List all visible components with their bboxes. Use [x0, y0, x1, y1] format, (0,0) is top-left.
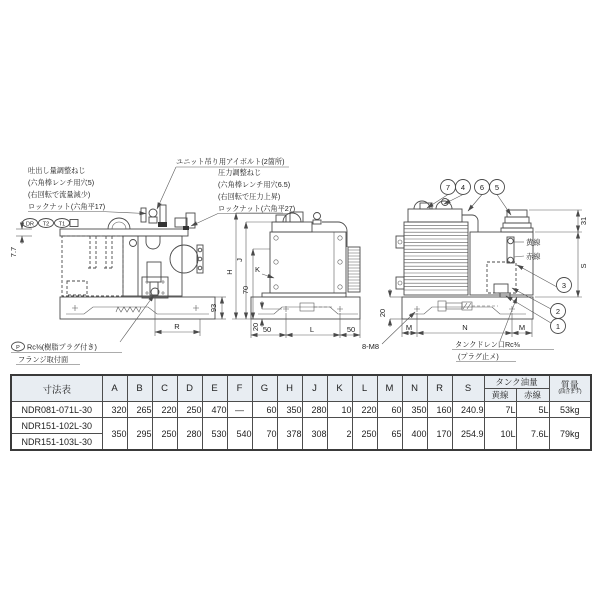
balloon-3: 3	[561, 281, 567, 290]
flange-face-label: フランジ取付面	[18, 355, 69, 364]
suction-pipes	[88, 236, 114, 268]
col-e: E	[202, 375, 227, 402]
dim-rear-20	[378, 289, 402, 327]
model-name: NDR151-102L-30	[11, 418, 102, 434]
base-plate-front	[251, 297, 360, 319]
pressure-adjust-screw	[160, 205, 166, 223]
base-plate-side	[60, 297, 215, 319]
rear-view	[378, 180, 588, 362]
top-fittings	[108, 205, 195, 230]
port-flange	[170, 245, 203, 273]
dim-m1-label: M	[405, 323, 413, 332]
discharge-line4: ロックナット(六角平17)	[28, 202, 106, 211]
balloon-7: 7	[445, 183, 451, 192]
port-labels	[23, 219, 79, 228]
dim-n-label: N	[462, 323, 468, 332]
p-port-label: P	[16, 345, 20, 351]
mass-note: (油含まず)	[558, 389, 582, 396]
dim-31-label: 31	[579, 216, 588, 226]
callout-p-port	[11, 295, 154, 365]
col-m: M	[377, 375, 402, 402]
col-r: R	[427, 375, 452, 402]
col-mass	[549, 375, 591, 402]
dim-m-n-m	[402, 313, 532, 337]
pressure-line3: (右回転で圧力上昇)	[218, 192, 281, 201]
eyebolt-label: ユニット吊り用アイボルト(2箇所)	[176, 157, 285, 166]
col-d: D	[177, 375, 202, 402]
dim-50-l-50	[251, 313, 360, 338]
yellow-line-label: 黄線	[526, 238, 541, 247]
dim-r-label: R	[174, 322, 180, 331]
discharge-line1: 吐出し量調整ねじ	[28, 166, 86, 175]
col-tank-yellow: 黄線	[484, 389, 516, 402]
cooler-fins-front	[348, 247, 360, 292]
col-tank-oil: タンク油量	[484, 375, 549, 389]
pressure-line2: (六角棒レンチ用穴6.5)	[218, 180, 291, 189]
dim-l-label: L	[309, 325, 315, 334]
port-t1: T1	[58, 221, 66, 228]
dim-20-label: 20	[251, 322, 260, 332]
dim-93	[209, 297, 226, 319]
dim-gap-label: 7.7	[9, 246, 18, 258]
table-title: 寸法表	[11, 375, 102, 402]
balloon-6: 6	[479, 183, 485, 192]
pressure-line4: ロックナット(六角平27)	[218, 204, 296, 213]
col-h: H	[277, 375, 302, 402]
callout-discharge-screw	[28, 166, 146, 214]
col-l: L	[352, 375, 377, 402]
red-line-label: 赤線	[526, 252, 541, 261]
col-n: N	[402, 375, 427, 402]
discharge-line3: (右回転で流量減少)	[28, 190, 91, 199]
dim-rear20-label: 20	[378, 308, 387, 318]
balloon-2: 2	[555, 307, 561, 316]
dim-70-label: 70	[241, 285, 250, 295]
dimension-table	[10, 374, 592, 451]
lifting-eyebolt	[149, 209, 157, 217]
discharge-adjust-screw	[141, 208, 146, 222]
dim-m2-label: M	[518, 323, 526, 332]
col-b: B	[127, 375, 152, 402]
pump-unit-front	[262, 212, 347, 297]
dim-50b-label: 50	[346, 325, 356, 334]
port-t2: T2	[42, 221, 50, 228]
gauge-labels	[514, 238, 540, 261]
dim-h-label: H	[225, 269, 234, 275]
col-k: K	[327, 375, 352, 402]
balloon-5: 5	[494, 183, 500, 192]
col-c: C	[152, 375, 177, 402]
pump-body	[123, 236, 182, 296]
dim-50a-label: 50	[262, 325, 272, 334]
balloons-top	[427, 180, 511, 216]
tank-outline	[62, 236, 123, 296]
port-dr: DR	[26, 221, 34, 228]
table-row-ndr151-102: NDR151-102L-30 350 295 250 280 530 540 70 378 308 2 250 65 400 170 254.9 10L 7.6L 79kg	[11, 418, 591, 434]
p-port-text: Rc⅜(樹脂プラグ付き)	[27, 342, 97, 352]
dim-k-label: K	[255, 265, 261, 274]
dim-r	[155, 298, 200, 336]
col-g: G	[252, 375, 277, 402]
drain-text-1: タンクドレン口Rc⅜	[455, 340, 520, 349]
balloon-1: 1	[555, 322, 561, 331]
bolts-8m8-label: 8-M8	[362, 342, 380, 351]
table-row-ndr081: NDR081-071L-30 320 265 220 250 470 — 60 350 280 10 220 60 350 160 240.9 7L 5L 53kg	[11, 402, 591, 418]
col-f: F	[227, 375, 252, 402]
callout-pressure-screw	[191, 168, 295, 226]
front-view	[225, 212, 415, 351]
pressure-line1: 圧力調整ねじ	[218, 168, 262, 177]
model-name: NDR081-071L-30	[11, 402, 102, 418]
dim-h-j	[225, 213, 292, 319]
model-name: NDR151-103L-30	[11, 434, 102, 451]
col-s: S	[452, 375, 484, 402]
dim-j-label: J	[235, 258, 244, 262]
dim-base-height-label: 93	[209, 303, 218, 313]
col-a: A	[102, 375, 127, 402]
col-tank-red: 赤線	[516, 389, 549, 402]
side-view	[9, 205, 226, 365]
discharge-line2: (六角棒レンチ用穴5)	[28, 178, 95, 187]
dim-s-label: S	[579, 263, 588, 269]
balloon-4: 4	[460, 183, 466, 192]
col-j: J	[302, 375, 327, 402]
cooler-rear	[396, 199, 468, 296]
tank-rear	[462, 210, 533, 297]
drain-text-2: (プラグ止メ)	[458, 352, 499, 361]
mass-label: 質量	[560, 380, 579, 391]
